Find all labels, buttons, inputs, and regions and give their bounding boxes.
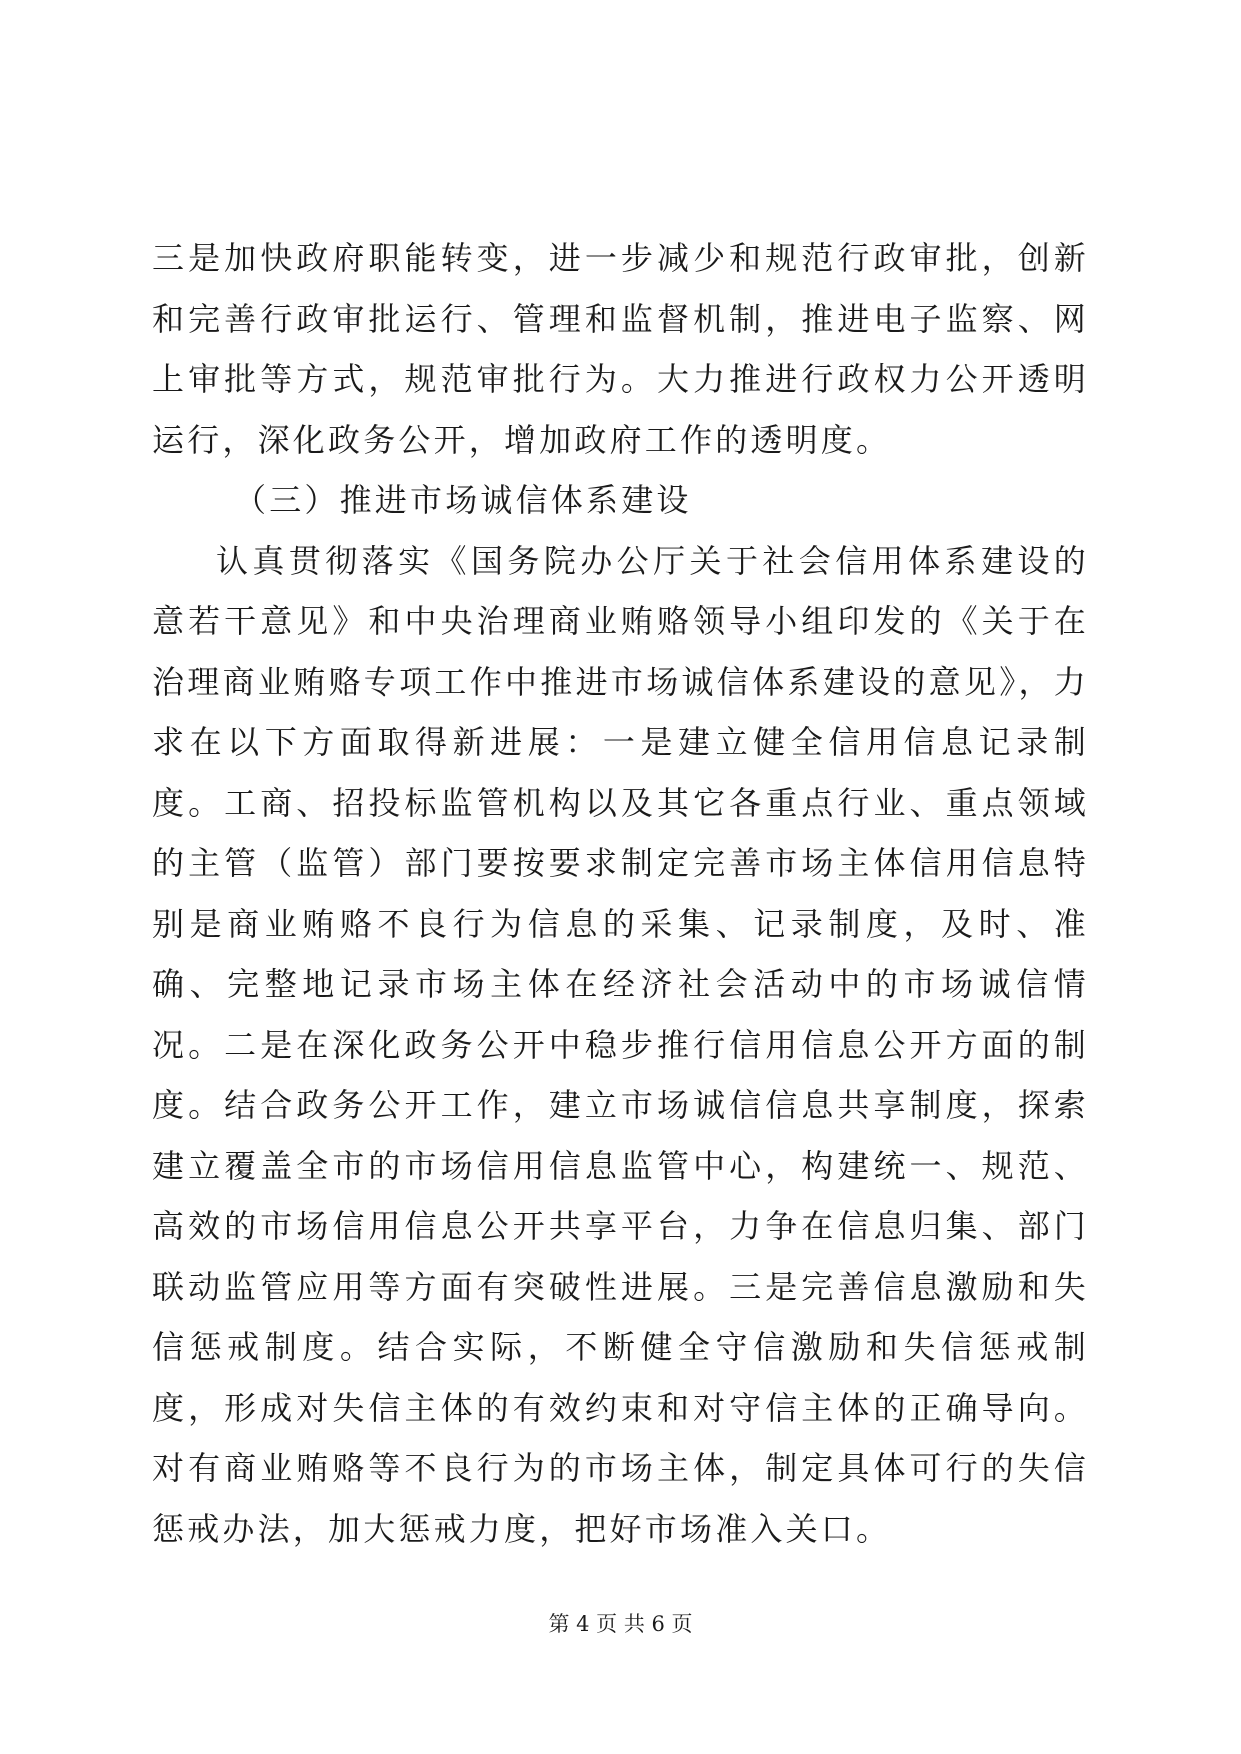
paragraph-government-function-reform: 三是加快政府职能转变，进一步减少和规范行政审批，创新和完善行政审批运行、管理和监督机制，推进电子监察、网上审批等方式，规范审批行为。大力推进行政权力公开透明运行，深化政务公开，增加政府工作的透明度。 (152, 239, 1089, 459)
section-heading: （三）推进市场诚信体系建设 (234, 481, 692, 519)
paragraph-market-credit-system: 认真贯彻落实《国务院办公厅关于社会信用体系建设的意若干意见》和中央治理商业贿赂领导小组印发的《关于在治理商业贿赂专项工作中推进市场诚信体系建设的意见》，力求在以下方面取得新进展：一是建立健全信用信息记录制度。工商、招投标监管机构以及其它各重点行业、重点领域的主管（监管）部门要按要求制定完善市场主体信用信息特别是商业贿赂不良行为信息的采集、记录制度，及时、准确、完整地记录市场主体在经济社会活动中的市场诚信情况。二是在深化政务公开中稳步推行信用信息公开方面的制度。结合政务公开工作，建立市场诚信信息共享制度，探索建立覆盖全市的市场信用信息监管中心，构建统一、规范、高效的市场信用信息公开共享平台，力争在信息归集、部门联动监管应用等方面有突破性进展。三是完善信息激励和失信惩戒制度。结合实际，不断健全守信激励和失信惩戒制度，形成对失信主体的有效约束和对守信主体的正确导向。对有商业贿赂等不良行为的市场主体，制定具体可行的失信惩戒办法，加大惩戒力度，把好市场准入关口。 (152, 541, 1089, 1548)
page-number-footer: 第 4 页 共 6 页 (548, 1612, 693, 1636)
document-body (152, 228, 1089, 1559)
